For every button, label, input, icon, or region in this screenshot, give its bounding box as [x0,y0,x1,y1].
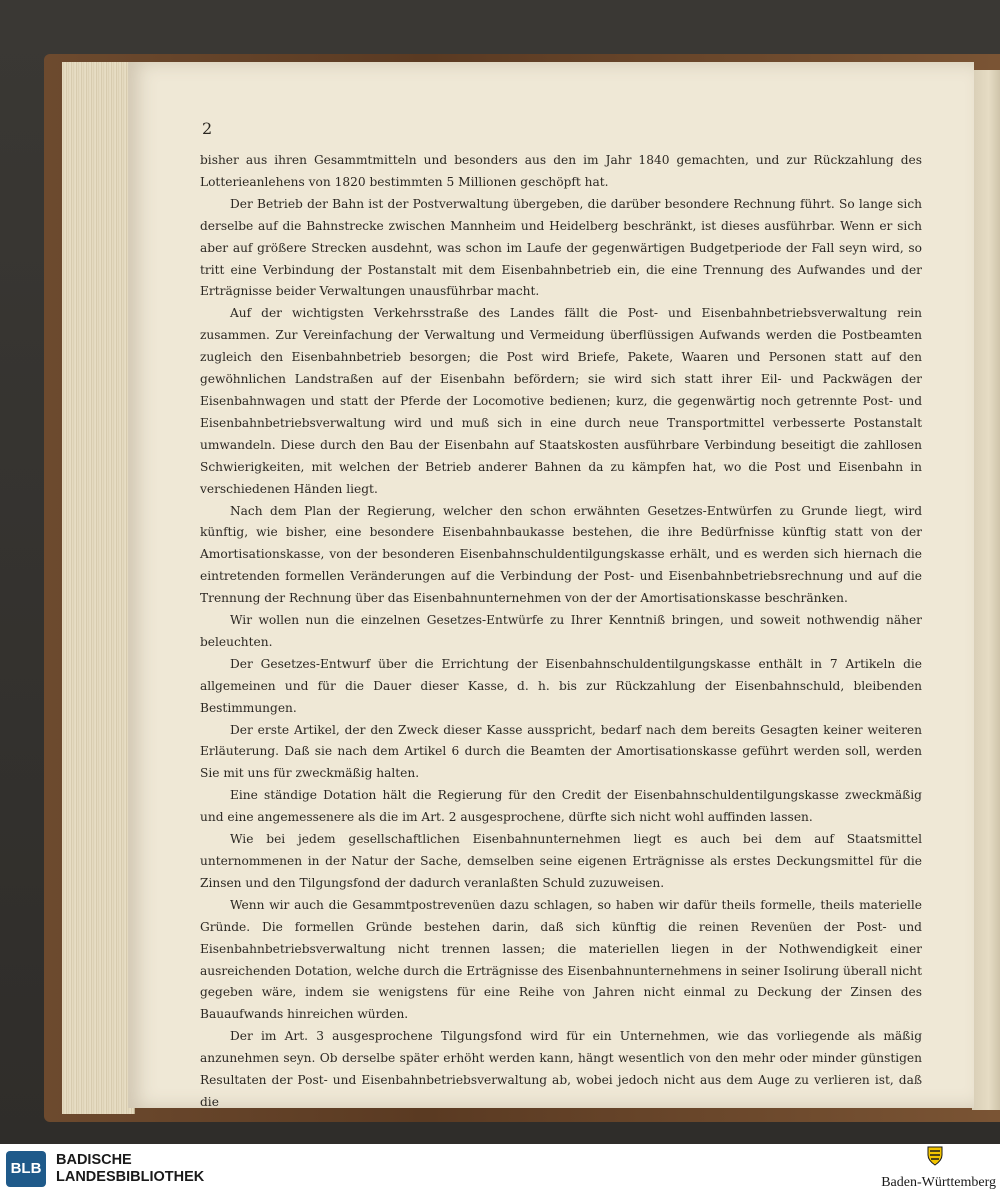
paragraph: bisher aus ihren Gesammtmitteln und besonders aus den im Jahr 1840 gemachten, und zur Rückzahlung des Lotterieanlehens von 1820 bestimmten 5 Millionen geschöpft hat. [200,153,922,189]
paragraph: Der erste Artikel, der den Zweck dieser Kasse ausspricht, bedarf nach dem bereits Gesagten keiner weiteren Erläuterung. Daß sie nach dem Artikel 6 durch die Beamten der Amortisationskasse geführt werden soll, werden Sie mit uns für zweckmäßig halten. [200,722,922,781]
footer-bar [0,1144,1000,1194]
paragraph: Der Betrieb der Bahn ist der Postverwaltung übergeben, die darüber besondere Rechnung führt. So lange sich derselbe auf die Bahnstrecke zwischen Mannheim und Heidelberg beschränkt, ist dieses ausführbar. Wenn er sich aber auf größere Strecken ausdehnt, was schon im Laufe der gegenwärtigen Budgetperiode der Fall seyn wird, so tritt eine Verbindung der Postanstalt mit dem Eisenbahnbetrieb ein, die eine Trennung des Aufwandes und der Erträgnisse beider Verwaltungen unausführbar macht. [200,196,922,299]
paragraph: Wir wollen nun die einzelnen Gesetzes-Entwürfe zu Ihrer Kenntniß bringen, und soweit nothwendig näher beleuchten. [200,613,922,649]
paragraph: Eine ständige Dotation hält die Regierung für den Credit der Eisenbahnschuldentilgungskasse zweckmäßig und eine angemessenere als die im Art. 2 ausgesprochene, dürfte sich nicht wohl auffinden lassen. [200,788,922,825]
paragraph: Wie bei jedem gesellschaftlichen Eisenbahnunternehmen liegt es auch bei dem auf Staatsmittel unternommenen in der Natur der Sache, demselben seine eigenen Erträgnisse als erstes Deckungsmittel für die Zinsen und den Tilgungsfond der dadurch veranlaßten Schuld zuzuweisen. [200,832,922,890]
blb-logo[interactable]: BLB [6,1151,46,1187]
page-edges [62,62,135,1114]
coat-of-arms-icon [924,1144,946,1166]
library-name[interactable] [56,1152,204,1186]
paragraph: Nach dem Plan der Regierung, welcher den schon erwähnten Gesetzes-Entwürfen zu Grunde liegt, wird künftig, wie bisher, eine besondere Eisenbahnbaukasse bestehen, die ihre Bedürfnisse künftig statt von der Amortisationskasse, von der besonderen Eisenbahnschuldentilgungskasse erhält, und es werden sich hiernach die eintretenden formellen Veränderungen auf die Verbindung der Post- und Eisenbahnbetriebsrechnung und auf die Trennung der Rechnung über das Eisenbahnunternehmen von der der Amortisationskasse beschränken. [200,503,922,606]
paragraph: Der Gesetzes-Entwurf über die Errichtung der Eisenbahnschuldentilgungskasse enthält in 7 Artikeln die allgemeinen und für die Dauer dieser Kasse, d. h. bis zur Rückzahlung der Eisenbahnschuld, bleibenden Bestimmungen. [200,656,922,715]
page-text [200,150,922,1114]
library-name-line1: BADISCHE [56,1152,132,1168]
paragraph: Auf der wichtigsten Verkehrsstraße des Landes fällt die Post- und Eisenbahnbetriebsverwaltung rein zusammen. Zur Vereinfachung der Verwaltung und Vermeidung überflüssigen Aufwands werden die Postbeamten zugleich den Eisenbahnbetrieb besorgen; die Post wird Briefe, Pakete, Waaren und Personen statt auf den gewöhnlichen Landstraßen auf der Eisenbahn befördern; sie wird sich statt ihrer Eil- und Packwägen der Eisenbahnwagen und statt der Pferde der Locomotive bedienen; kurz, die gegenwärtig noch getrennte Post- und Eisenbahnbetriebsverwaltung wird und muß sich in eine durch neue Transportmittel verbesserte Postanstalt umwandeln. Diese durch den Bau der Eisenbahn auf Staatskosten ausführbare Verbindung beseitigt die zahllosen Schwierigkeiten, mit welchen der Betrieb anderer Bahnen da zu kämpfen hat, wo die Post und Eisenbahn in verschiedenen Händen liegt. [200,306,922,496]
region-label[interactable]: Baden-Württemberg [881,1175,996,1190]
library-name-line2: LANDESBIBLIOTHEK [56,1169,205,1185]
paragraph: Wenn wir auch die Gesammtpostrevenüen dazu schlagen, so haben wir dafür theils formelle, theils materielle Gründe. Die formellen Gründe bestehen darin, daß sich künftig die reinen Revenüen der Post- und Eisenbahnbetriebsverwaltung nicht trennen lassen; die materiellen liegen in der Nothwendigkeit einer ausreichenden Dotation, welche durch die Erträgnisse des Eisenbahnunternehmens in seiner Isolirung überall nicht gegeben wäre, indem sie wenigstens für eine Reihe von Jahren nicht einmal zu Deckung der Zinsen des Bauaufwands hinreichen würden. [200,897,922,1022]
paragraph: Der im Art. 3 ausgesprochene Tilgungsfond wird für ein Unternehmen, wie das vorliegende als mäßig anzunehmen seyn. Ob derselbe später erhöht werden kann, hängt wesentlich von den mehr oder minder günstigen Resultaten der Post- und Eisenbahnbetriebsverwaltung ab, wobei jedoch nicht aus dem Auge zu verlieren ist, daß die [200,1029,922,1109]
next-page-edge [972,70,1000,1110]
page-number: 2 [202,119,213,138]
